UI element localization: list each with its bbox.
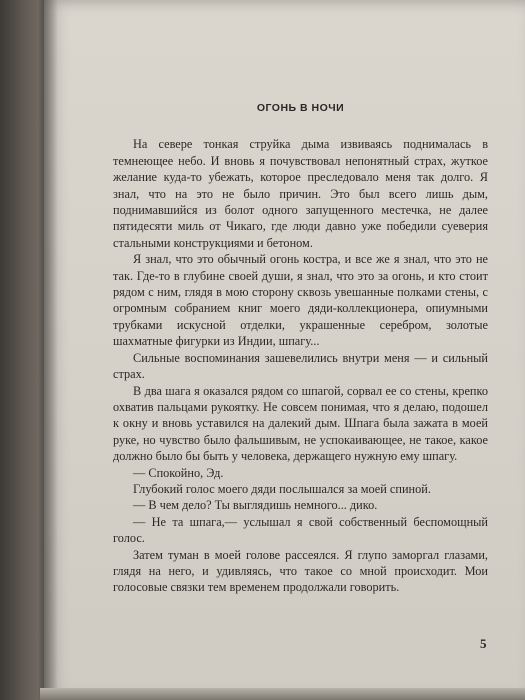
paragraph-5: Глубокий голос моего дяди послышался за моей спиной. [133,481,431,496]
paragraph-4: В два шага я оказался рядом со шпагой, сорвал ее со стены, крепко охватив пальцами рукоятку. Не совсем понимая, что я делаю, подошел к окну и вновь уставился на далекий дым. Шпага была зажата в моей руке, но чувство было фальшивым, не успокаивающее, не такое, какое должно было бы быть у человека, держащего нужную ему шпагу. [113,383,488,464]
dialogue-line-3: — Не та шпага,— услышал я свой собственный беспомощный голос. [113,514,488,546]
chapter-title: ОГОНЬ В НОЧИ [256,102,345,114]
text-block [113,100,488,596]
dialogue-line-2: — В чем дело? Ты выглядишь немного... дико. [133,498,378,513]
paragraph-2: Я знал, что это обычный огонь костра, и все же я знал, что это не так. Где-то в глубине своей души, я знал, что это за огонь, и кто стоит рядом с ним, глядя в мою сторону сквозь увешанные полками стены, с огромным собранием книг моего дяди-коллекционера, опиумными трубками искусной отделки, украшенные серебром, золотые шахматные фигурки из Индии, шпагу... [113,252,488,349]
spine-shadow [44,0,58,700]
dialogue-line-1: — Спокойно, Эд. [133,465,224,480]
page-number: 5 [480,636,487,651]
page-bottom-edge [40,688,525,700]
paragraph-6: Затем туман в моей голове рассеялся. Я глупо заморгал глазами, глядя на него, и удивляясь, что такое со мной происходит. Мои голосовые связки тем временем продолжали говорить. [113,547,488,595]
paragraph-1: На севере тонкая струйка дыма извиваясь поднималась в темнеющее небо. И вновь я почувствовал непонятный страх, жуткое желание куда-то убежать, которое преследовало меня так долго. Я знал, что на это не было причин. Это был всего лишь дым, поднимавшийся из болот одного запущенного местечка, не далее пятидесяти миль от Чикаго, где люди давно уже победили суеверия стальными конструкциями и бетоном. [113,137,488,250]
paragraph-3: Сильные воспоминания зашевелились внутри меня — и сильный страх. [113,350,488,382]
